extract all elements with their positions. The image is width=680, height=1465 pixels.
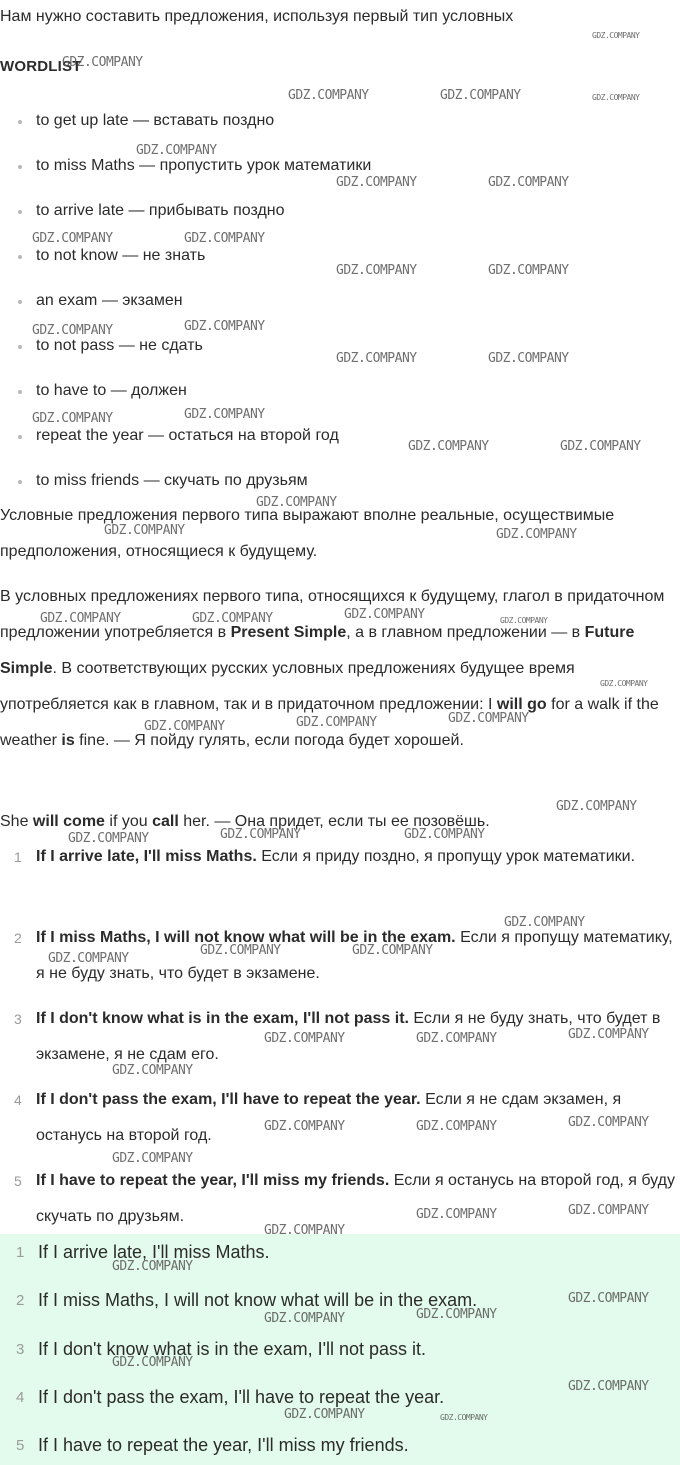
watermark: GDZ.COMPANY: [568, 1203, 649, 1218]
watermark: GDZ.COMPANY: [568, 1291, 649, 1306]
watermark: GDZ.COMPANY: [32, 323, 113, 338]
watermark: GDZ.COMPANY: [104, 523, 185, 538]
watermark: GDZ.COMPANY: [416, 1119, 497, 1134]
bullet-icon: [18, 300, 22, 304]
watermark: GDZ.COMPANY: [220, 827, 301, 842]
wordlist-item: to not know — не знать: [0, 247, 680, 267]
watermark: GDZ.COMPANY: [136, 143, 217, 158]
watermark: GDZ.COMPANY: [440, 88, 521, 103]
watermark: GDZ.COMPANY: [264, 1119, 345, 1134]
bullet-icon: [18, 120, 22, 124]
wordlist-item: to get up late — вставать поздно: [0, 112, 680, 132]
watermark: GDZ.COMPANY: [488, 175, 569, 190]
wordlist-item: to have to — должен: [0, 382, 680, 402]
bullet-icon: [18, 210, 22, 214]
watermark: GDZ.COMPANY: [592, 31, 640, 40]
watermark: GDZ.COMPANY: [504, 915, 585, 930]
watermark: GDZ.COMPANY: [352, 943, 433, 958]
watermark: GDZ.COMPANY: [568, 1027, 649, 1042]
bullet-icon: [18, 435, 22, 439]
watermark: GDZ.COMPANY: [112, 1355, 193, 1370]
watermark: GDZ.COMPANY: [416, 1307, 497, 1322]
watermark: GDZ.COMPANY: [336, 351, 417, 366]
watermark: GDZ.COMPANY: [288, 88, 369, 103]
watermark: GDZ.COMPANY: [296, 715, 377, 730]
wordlist-item: to miss Maths — пропустить урок математики: [0, 157, 680, 177]
bullet-icon: [18, 480, 22, 484]
watermark: GDZ.COMPANY: [192, 611, 273, 626]
theory-rule-paragraph: В условных предложениях первого типа, относящихся к будущему, глагол в придаточном предложении употребляется в Present Simple, а в главном предложении — в Future Simple. В соответствующих русских условных предложениях будущее время употребляется как в главном, так и в придаточном предложении: I will go for a walk if the weather is fine. — Я пойду гулять, если погода будет хорошей.: [0, 588, 665, 749]
watermark: GDZ.COMPANY: [496, 527, 577, 542]
theory-paragraph: Условные предложения первого типа выражают вполне реальные, осуществимые предположения, относящиеся к будущему.: [0, 507, 615, 560]
watermark: GDZ.COMPANY: [592, 93, 640, 102]
watermark: GDZ.COMPANY: [264, 1223, 345, 1238]
watermark: GDZ.COMPANY: [62, 55, 143, 70]
watermark: GDZ.COMPANY: [112, 1151, 193, 1166]
watermark: GDZ.COMPANY: [112, 1063, 193, 1078]
watermark: GDZ.COMPANY: [448, 711, 529, 726]
watermark: GDZ.COMPANY: [32, 411, 113, 426]
intro-text: Нам нужно составить предложения, используя первый тип условных: [0, 8, 514, 25]
watermark: GDZ.COMPANY: [336, 175, 417, 190]
watermark: GDZ.COMPANY: [488, 263, 569, 278]
watermark: GDZ.COMPANY: [568, 1379, 649, 1394]
watermark: GDZ.COMPANY: [68, 831, 149, 846]
watermark: GDZ.COMPANY: [600, 679, 648, 688]
watermark: GDZ.COMPANY: [264, 1311, 345, 1326]
bullet-icon: [18, 255, 22, 259]
wordlist-item: repeat the year — остаться на второй год: [0, 427, 680, 447]
wordlist-item: to miss friends — скучать по друзьям: [0, 472, 680, 492]
bullet-icon: [18, 390, 22, 394]
watermark: GDZ.COMPANY: [408, 439, 489, 454]
wordlist-item: to arrive late — прибывать поздно: [0, 202, 680, 222]
watermark: GDZ.COMPANY: [416, 1207, 497, 1222]
watermark: GDZ.COMPANY: [416, 1031, 497, 1046]
wordlist-item: to not pass — не сдать: [0, 337, 680, 357]
watermark: GDZ.COMPANY: [264, 1031, 345, 1046]
watermark: GDZ.COMPANY: [184, 407, 265, 422]
watermark: GDZ.COMPANY: [560, 439, 641, 454]
watermark: GDZ.COMPANY: [568, 1115, 649, 1130]
watermark: GDZ.COMPANY: [336, 263, 417, 278]
answer-box: 1 If I arrive late, I'll miss Maths. 2 If I miss Maths, I will not know what will be in the exam. 3 If I don't know what is in the exam, I'll not pass it. 4 If I don't pass the exam, I'll have to repeat the year. 5 If I have to repeat the year, I'll miss my friends.: [0, 1234, 680, 1465]
watermark: GDZ.COMPANY: [500, 616, 548, 625]
wordlist-item: an exam — экзамен: [0, 292, 680, 312]
watermark: GDZ.COMPANY: [184, 319, 265, 334]
theory-example: She will come if you call her. — Она придет, если ты ее позовёшь.: [0, 813, 490, 830]
watermark: GDZ.COMPANY: [32, 231, 113, 246]
watermark: GDZ.COMPANY: [200, 943, 281, 958]
watermark: GDZ.COMPANY: [404, 827, 485, 842]
watermark: GDZ.COMPANY: [184, 231, 265, 246]
watermark: GDZ.COMPANY: [284, 1407, 365, 1422]
watermark: GDZ.COMPANY: [112, 1259, 193, 1274]
watermark: GDZ.COMPANY: [48, 951, 129, 966]
watermark: GDZ.COMPANY: [40, 611, 121, 626]
watermark: GDZ.COMPANY: [256, 495, 337, 510]
watermark: GDZ.COMPANY: [344, 607, 425, 622]
watermark: GDZ.COMPANY: [488, 351, 569, 366]
bullet-icon: [18, 345, 22, 349]
wordlist-title: WORDLIST: [0, 58, 82, 75]
bullet-icon: [18, 165, 22, 169]
watermark: GDZ.COMPANY: [440, 1413, 488, 1422]
watermark: GDZ.COMPANY: [556, 799, 637, 814]
watermark: GDZ.COMPANY: [144, 719, 225, 734]
